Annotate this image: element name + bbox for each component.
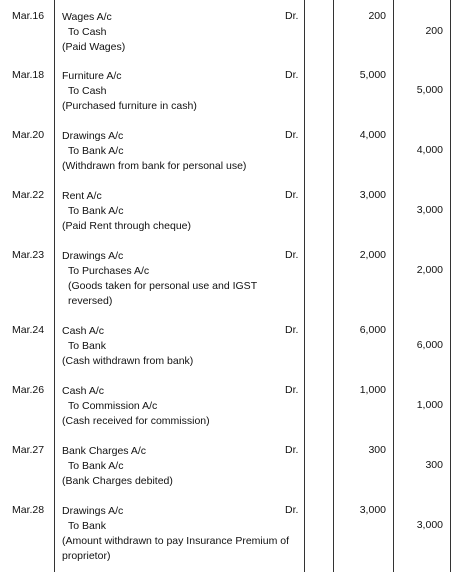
debit-account: Rent A/c: [62, 190, 102, 202]
particulars: [62, 324, 302, 369]
debit-amount: 1,000: [359, 384, 386, 396]
credit-amount: 6,000: [416, 339, 443, 351]
particulars: [62, 249, 302, 309]
entry-date: Mar.26: [12, 384, 45, 396]
credit-amount: 3,000: [416, 519, 443, 531]
particulars: [62, 504, 302, 564]
entry-date: Mar.20: [12, 129, 45, 141]
credit-amount: 5,000: [416, 84, 443, 96]
debit-amount: 3,000: [359, 189, 386, 201]
particulars: [62, 10, 302, 55]
column-rule-right-edge: [450, 0, 451, 572]
dr-marker: Dr.: [285, 69, 299, 81]
debit-account: Furniture A/c: [62, 70, 122, 82]
debit-account: Wages A/c: [62, 11, 112, 23]
debit-amount: 5,000: [359, 69, 386, 81]
particulars: [62, 444, 302, 489]
narration: (Purchased furniture in cash): [62, 100, 197, 112]
credit-amount: 1,000: [416, 399, 443, 411]
dr-marker: Dr.: [285, 384, 299, 396]
credit-account: To Commission A/c: [68, 400, 158, 412]
credit-amount: 300: [425, 459, 443, 471]
entry-date: Mar.18: [12, 69, 45, 81]
credit-amount: 200: [425, 25, 443, 37]
particulars: [62, 384, 302, 429]
dr-marker: Dr.: [285, 504, 299, 516]
particulars: [62, 129, 302, 174]
dr-marker: Dr.: [285, 129, 299, 141]
credit-account: To Bank A/c: [68, 460, 124, 472]
entry-date: Mar.16: [12, 10, 45, 22]
narration: (Bank Charges debited): [62, 475, 173, 487]
narration: (Cash withdrawn from bank): [62, 355, 194, 367]
debit-amount: 2,000: [359, 249, 386, 261]
dr-marker: Dr.: [285, 444, 299, 456]
credit-account: To Cash: [68, 26, 107, 38]
dr-marker: Dr.: [285, 324, 299, 336]
column-rule-date: [54, 0, 55, 572]
narration: (Goods taken for personal use and IGST reversed): [68, 280, 257, 307]
narration: (Paid Wages): [62, 41, 126, 53]
debit-account: Bank Charges A/c: [62, 445, 147, 457]
particulars: [62, 69, 302, 114]
credit-account: To Bank A/c: [68, 145, 124, 157]
debit-amount: 300: [368, 444, 386, 456]
debit-account: Cash A/c: [62, 325, 105, 337]
debit-account: Drawings A/c: [62, 250, 124, 262]
particulars: [62, 189, 302, 234]
entry-date: Mar.23: [12, 249, 45, 261]
debit-amount: 6,000: [359, 324, 386, 336]
narration: (Amount withdrawn to pay Insurance Premium of proprietor): [62, 535, 290, 562]
entry-date: Mar.24: [12, 324, 45, 336]
narration: (Withdrawn from bank for personal use): [62, 160, 247, 172]
column-rule-debit: [393, 0, 394, 572]
debit-amount: 3,000: [359, 504, 386, 516]
narration: (Paid Rent through cheque): [62, 220, 191, 232]
credit-amount: 3,000: [416, 204, 443, 216]
entry-date: Mar.27: [12, 444, 45, 456]
narration: (Cash received for commission): [62, 415, 210, 427]
dr-marker: Dr.: [285, 249, 299, 261]
credit-account: To Bank: [68, 340, 106, 352]
debit-amount: 4,000: [359, 129, 386, 141]
column-rule-lf: [333, 0, 334, 572]
debit-account: Drawings A/c: [62, 130, 124, 142]
credit-account: To Purchases A/c: [68, 265, 150, 277]
entry-date: Mar.22: [12, 189, 45, 201]
credit-account: To Cash: [68, 85, 107, 97]
credit-amount: 2,000: [416, 264, 443, 276]
dr-marker: Dr.: [285, 10, 299, 22]
credit-amount: 4,000: [416, 144, 443, 156]
debit-account: Drawings A/c: [62, 505, 124, 517]
dr-marker: Dr.: [285, 189, 299, 201]
entry-date: Mar.28: [12, 504, 45, 516]
credit-account: To Bank: [68, 520, 106, 532]
debit-amount: 200: [368, 10, 386, 22]
credit-account: To Bank A/c: [68, 205, 124, 217]
column-rule-particulars: [304, 0, 305, 572]
debit-account: Cash A/c: [62, 385, 105, 397]
